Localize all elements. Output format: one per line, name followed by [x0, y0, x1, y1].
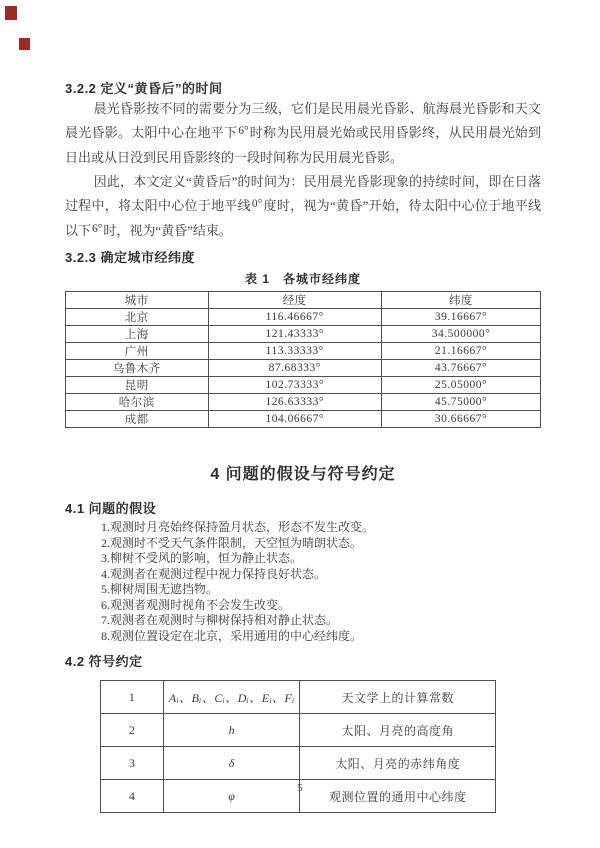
- city-name: 北京: [66, 309, 209, 326]
- latitude-value: 39.16667°: [381, 309, 540, 326]
- paragraph-dusk-definition: [65, 170, 541, 244]
- degree-superscript: 6°: [92, 223, 103, 235]
- city-name: 哈尔滨: [66, 394, 209, 411]
- table-row: [66, 377, 541, 394]
- assumptions-list: [65, 520, 541, 644]
- city-name: 乌鲁木齐: [66, 360, 209, 377]
- text-segment: 时称为民用晨光始或民用昏影终，从民用晨光始到日出或从日没到民用昏影终的一段时间称为民用晨光昏影。: [65, 125, 541, 165]
- symbol-notation: δ: [164, 747, 300, 780]
- column-header-latitude: 纬度: [381, 292, 540, 309]
- symbol-index: 4: [101, 780, 164, 813]
- latitude-value: 30.66667°: [381, 411, 540, 428]
- column-header-longitude: 经度: [208, 292, 381, 309]
- longitude-value: 121.43333°: [208, 326, 381, 343]
- assumption-item: 2.观测时不受天气条件限制，天空恒为晴朗状态。: [101, 535, 363, 550]
- city-name: 昆明: [66, 377, 209, 394]
- table-row: [66, 309, 541, 326]
- table-caption: 表 1 各城市经纬度: [244, 272, 361, 286]
- symbol-description: 天文学上的计算常数: [300, 681, 496, 714]
- section-heading-4: 4 问题的假设与符号约定: [210, 466, 396, 483]
- degree-superscript: 0°: [251, 198, 263, 210]
- table-row: [101, 681, 496, 714]
- longitude-value: 116.46667°: [208, 309, 381, 326]
- table-header-row: [66, 292, 541, 309]
- symbol-index: 1: [101, 681, 164, 714]
- degree-superscript: 6°: [238, 125, 249, 137]
- symbol-description: 太阳、月亮的赤纬角度: [300, 747, 496, 780]
- page-number: 5: [297, 782, 303, 794]
- city-coordinates-table: [65, 291, 541, 428]
- red-stamp-mark: [19, 38, 30, 50]
- symbol-notation: φ: [164, 780, 300, 813]
- assumption-item: 8.观测位置设定在北京，采用通用的中心经纬度。: [101, 628, 363, 643]
- symbol-description: 太阳、月亮的高度角: [300, 714, 496, 747]
- assumption-item: 4.观测者在观测过程中视力保持良好状态。: [101, 566, 327, 581]
- table-row: [101, 747, 496, 780]
- table-row: [101, 714, 496, 747]
- longitude-value: 102.73333°: [208, 377, 381, 394]
- page-content: [65, 78, 541, 813]
- assumption-item: 3.柳树不受风的影响，恒为静止状态。: [101, 551, 303, 565]
- city-name: 上海: [66, 326, 209, 343]
- table-row: [66, 394, 541, 411]
- symbol-index: 2: [101, 714, 164, 747]
- city-name: 成都: [66, 411, 209, 428]
- text-segment: 晨光昏影按不同的需要分为三级，它们是民用晨光昏影、航海晨光昏影和天文晨光昏影。太阳中心在地平下: [65, 101, 541, 140]
- longitude-value: 104.06667°: [208, 411, 381, 428]
- assumption-item: 5.柳树周围无遮挡物。: [101, 582, 219, 596]
- table-row: [66, 360, 541, 377]
- assumption-item: 1.观测时月亮始终保持盈月状态，形态不发生改变。: [101, 520, 375, 534]
- symbol-notation: h: [164, 714, 300, 747]
- column-header-city: 城市: [66, 292, 209, 309]
- section-heading-323: 3.2.3 确定城市经纬度: [65, 250, 196, 265]
- text-segment: 因此，本文定义“黄昏后”的时间为：民用晨光昏影现象的持续时间，即在日落过程中，将太阳中心位于地平线: [65, 174, 541, 213]
- latitude-value: 43.76667°: [381, 360, 540, 377]
- text-segment: 时，视为“黄昏”结束。: [103, 223, 232, 238]
- symbol-description: 观测位置的通用中心纬度: [300, 780, 496, 813]
- assumption-item: 6.观测者观测时视角不会发生改变。: [101, 597, 291, 612]
- latitude-value: 21.16667°: [381, 343, 540, 360]
- latitude-value: 25.05000°: [381, 377, 540, 394]
- table-row: [66, 411, 541, 428]
- city-name: 广州: [66, 343, 209, 360]
- red-stamp-mark: [5, 6, 17, 20]
- longitude-value: 113.33333°: [208, 343, 381, 360]
- paragraph-twilight-definition: [65, 97, 541, 170]
- symbol-notation: Aᵢ、Bᵢ、Cᵢ、Dᵢ、Eᵢ、Fᵢ: [164, 681, 300, 714]
- table-row: [66, 343, 541, 360]
- latitude-value: 34.500000°: [381, 326, 540, 343]
- longitude-value: 87.68333°: [208, 360, 381, 377]
- table-row: [66, 326, 541, 343]
- section-heading-322: 3.2.2 定义“黄昏后”的时间: [65, 81, 223, 96]
- assumption-item: 7.观测者在观测时与柳树保持相对静止状态。: [101, 613, 339, 627]
- symbol-index: 3: [101, 747, 164, 780]
- section-heading-41: 4.1 问题的假设: [65, 501, 157, 516]
- section-heading-42: 4.2 符号约定: [65, 654, 143, 669]
- text-segment: 度时，视为“黄昏”开始，待太阳中心位于地平线以下: [65, 198, 541, 238]
- longitude-value: 126.63333°: [208, 394, 381, 411]
- latitude-value: 45.75000°: [381, 394, 540, 411]
